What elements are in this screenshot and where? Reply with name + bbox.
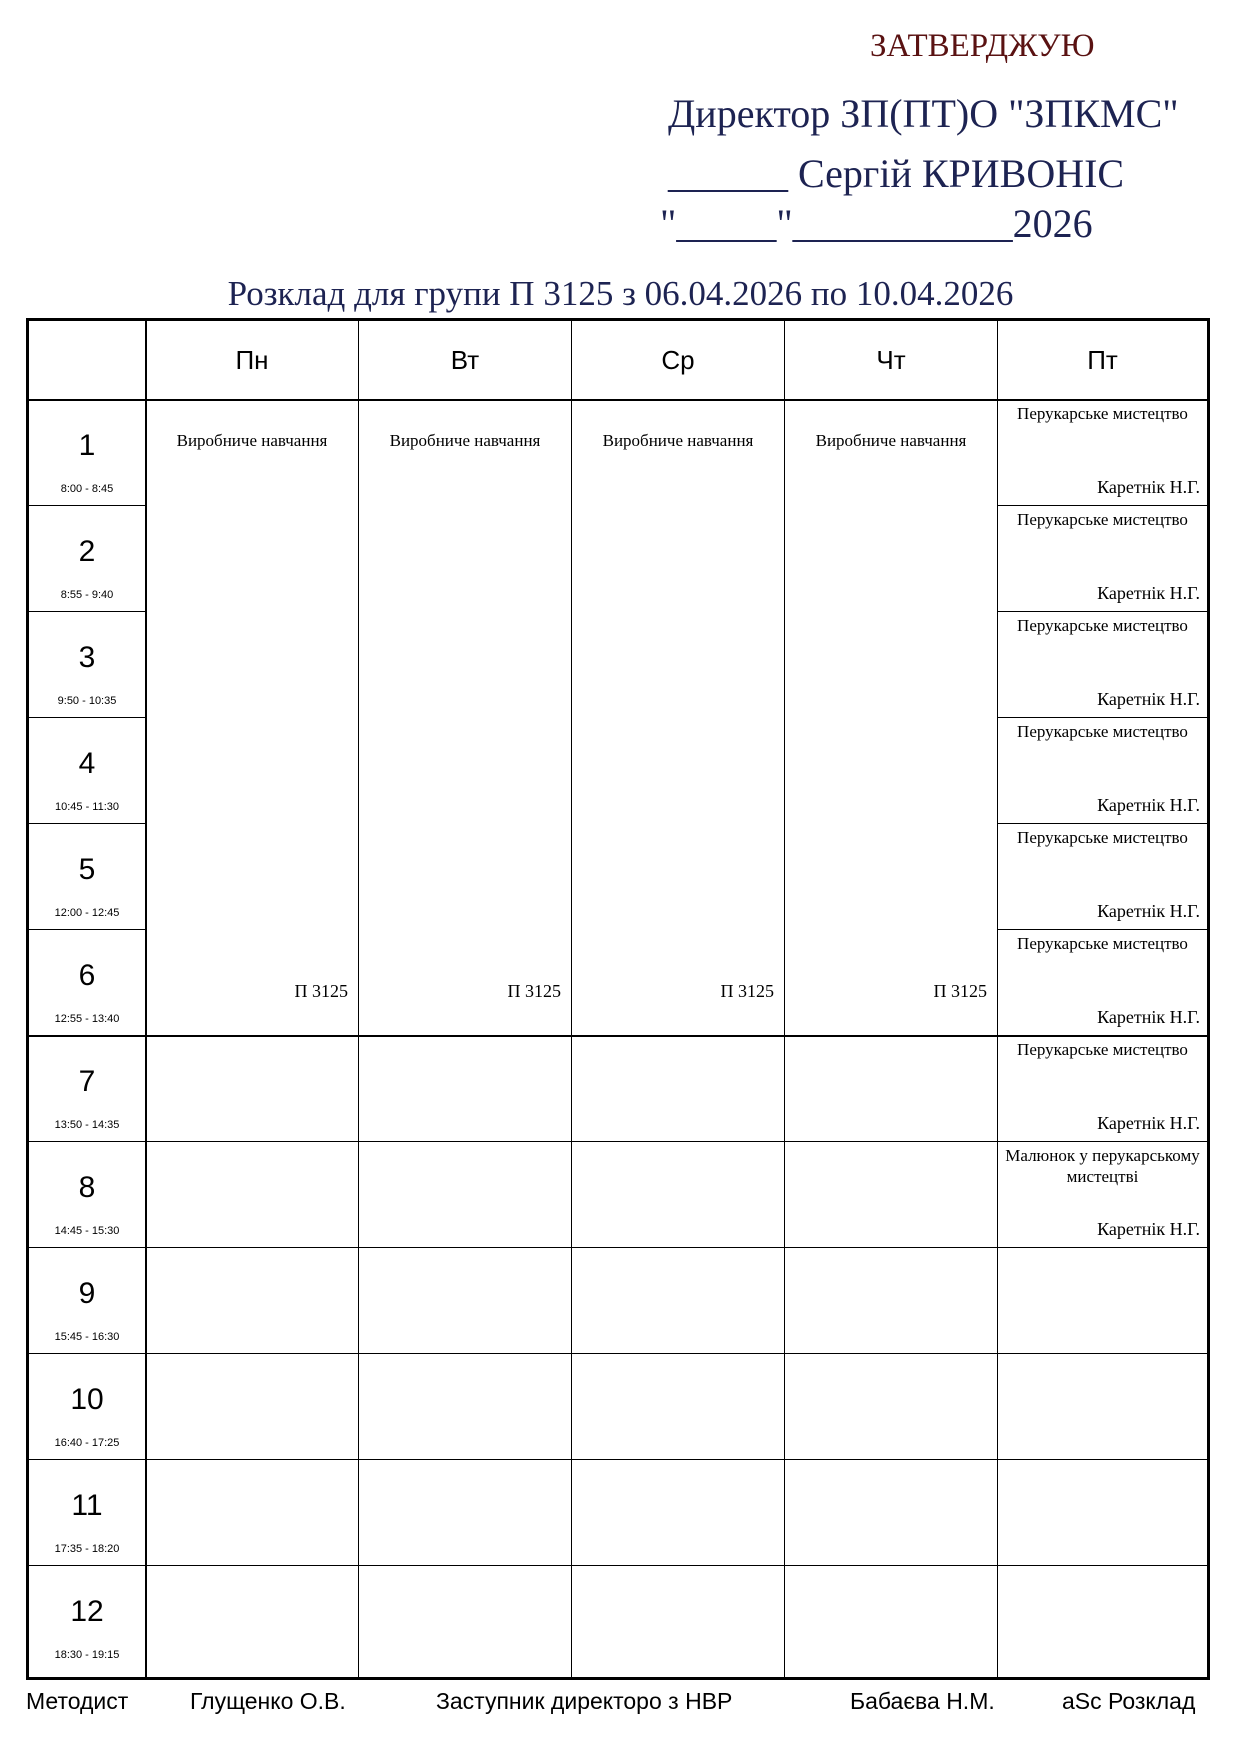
row-divider bbox=[997, 505, 1207, 506]
friday-subject: Перукарське мистецтво bbox=[1017, 722, 1188, 741]
signature-line: ______ Сергій КРИВОНІС bbox=[668, 151, 1125, 196]
row-divider bbox=[29, 505, 145, 506]
footer-software: aSc Розклад bbox=[1062, 1688, 1196, 1714]
lesson-time: 10:45 - 11:30 bbox=[54, 801, 119, 813]
lesson-number: 7 bbox=[78, 1065, 96, 1098]
row-divider bbox=[29, 1141, 1207, 1142]
row-divider bbox=[997, 823, 1207, 824]
training-subject-mon: Виробниче навчання bbox=[176, 431, 328, 450]
lesson-time: 13:50 - 14:35 bbox=[54, 1119, 120, 1131]
lesson-time: 9:50 - 10:35 bbox=[57, 695, 117, 707]
row-divider bbox=[29, 1353, 1207, 1354]
row-divider bbox=[997, 717, 1207, 718]
day-header-wed: Ср bbox=[661, 345, 695, 375]
friday-subject: Перукарське мистецтво bbox=[1017, 828, 1188, 847]
footer-deputy-label: Заступник директоро з НВР bbox=[436, 1688, 733, 1714]
lesson-time: 14:45 - 15:30 bbox=[54, 1225, 120, 1237]
footer-deputy-name: Бабаєва Н.М. bbox=[850, 1688, 995, 1714]
lesson-time: 17:35 - 18:20 bbox=[54, 1543, 120, 1555]
friday-teacher: Каретнік Н.Г. bbox=[1097, 901, 1200, 921]
lesson-time: 18:30 - 19:15 bbox=[54, 1649, 120, 1661]
lesson-time: 12:00 - 12:45 bbox=[54, 907, 120, 919]
row-divider bbox=[29, 1565, 1207, 1566]
lesson-time: 8:55 - 9:40 bbox=[60, 589, 114, 601]
lesson-number: 3 bbox=[78, 641, 96, 674]
friday-subject: Перукарське мистецтво bbox=[1017, 616, 1188, 635]
friday-teacher: Каретнік Н.Г. bbox=[1097, 795, 1200, 815]
lesson-number: 6 bbox=[78, 959, 96, 992]
friday-teacher: Каретнік Н.Г. bbox=[1097, 689, 1200, 709]
friday-subject: Малюнок у перукарському мистецтві bbox=[1005, 1146, 1200, 1186]
lesson-number: 9 bbox=[78, 1277, 96, 1310]
friday-teacher: Каретнік Н.Г. bbox=[1097, 583, 1200, 603]
row-divider bbox=[29, 611, 145, 612]
row-divider bbox=[29, 1247, 1207, 1248]
training-group-tue: П 3125 bbox=[507, 981, 561, 1001]
row-divider bbox=[29, 717, 145, 718]
row-divider bbox=[29, 1035, 1207, 1037]
training-subject-thu: Виробниче навчання bbox=[815, 431, 967, 450]
lesson-time: 16:40 - 17:25 bbox=[54, 1437, 120, 1449]
footer-methodist-label: Методист bbox=[26, 1688, 129, 1714]
schedule-grid bbox=[26, 318, 1210, 1680]
day-header-tue: Вт bbox=[450, 345, 480, 375]
training-group-wed: П 3125 bbox=[720, 981, 774, 1001]
row-divider bbox=[29, 929, 145, 930]
lesson-number: 10 bbox=[70, 1383, 104, 1416]
training-subject-tue: Виробниче навчання bbox=[389, 431, 541, 450]
friday-subject: Перукарське мистецтво bbox=[1017, 934, 1188, 953]
lesson-number: 5 bbox=[78, 853, 96, 886]
day-header-mon: Пн bbox=[235, 345, 269, 375]
row-divider bbox=[29, 1459, 1207, 1460]
lesson-number: 2 bbox=[78, 535, 96, 568]
lesson-time: 15:45 - 16:30 bbox=[54, 1331, 120, 1343]
header-divider bbox=[29, 399, 1207, 401]
lesson-number: 11 bbox=[71, 1489, 103, 1522]
training-group-mon: П 3125 bbox=[294, 981, 348, 1001]
friday-teacher: Каретнік Н.Г. bbox=[1097, 477, 1200, 497]
friday-teacher: Каретнік Н.Г. bbox=[1097, 1219, 1200, 1239]
lesson-time: 12:55 - 13:40 bbox=[54, 1013, 120, 1025]
friday-subject: Перукарське мистецтво bbox=[1017, 510, 1188, 529]
page-title: Розклад для групи П 3125 з 06.04.2026 по 10.04.2026 bbox=[227, 274, 1014, 313]
day-header-fri: Пт bbox=[1087, 345, 1118, 375]
lesson-number: 4 bbox=[78, 747, 96, 780]
row-divider bbox=[997, 929, 1207, 930]
training-group-thu: П 3125 bbox=[933, 981, 987, 1001]
row-divider bbox=[997, 611, 1207, 612]
training-subject-wed: Виробниче навчання bbox=[602, 431, 754, 450]
approval-label: ЗАТВЕРДЖУЮ bbox=[870, 28, 1095, 64]
friday-teacher: Каретнік Н.Г. bbox=[1097, 1007, 1200, 1027]
day-header-thu: Чт bbox=[876, 345, 906, 375]
lesson-number: 8 bbox=[78, 1171, 96, 1204]
row-divider bbox=[29, 823, 145, 824]
lesson-time: 8:00 - 8:45 bbox=[60, 483, 114, 495]
lesson-number: 1 bbox=[78, 429, 96, 462]
friday-subject: Перукарське мистецтво bbox=[1017, 404, 1188, 423]
footer-methodist-name: Глущенко О.В. bbox=[190, 1688, 346, 1714]
friday-subject: Перукарське мистецтво bbox=[1017, 1040, 1188, 1059]
lesson-number: 12 bbox=[70, 1595, 104, 1628]
approval-date-line: "_____"___________2026 bbox=[660, 201, 1093, 246]
friday-teacher: Каретнік Н.Г. bbox=[1097, 1113, 1200, 1133]
director-title: Директор ЗП(ПТ)О "ЗПКМС" bbox=[668, 91, 1179, 136]
